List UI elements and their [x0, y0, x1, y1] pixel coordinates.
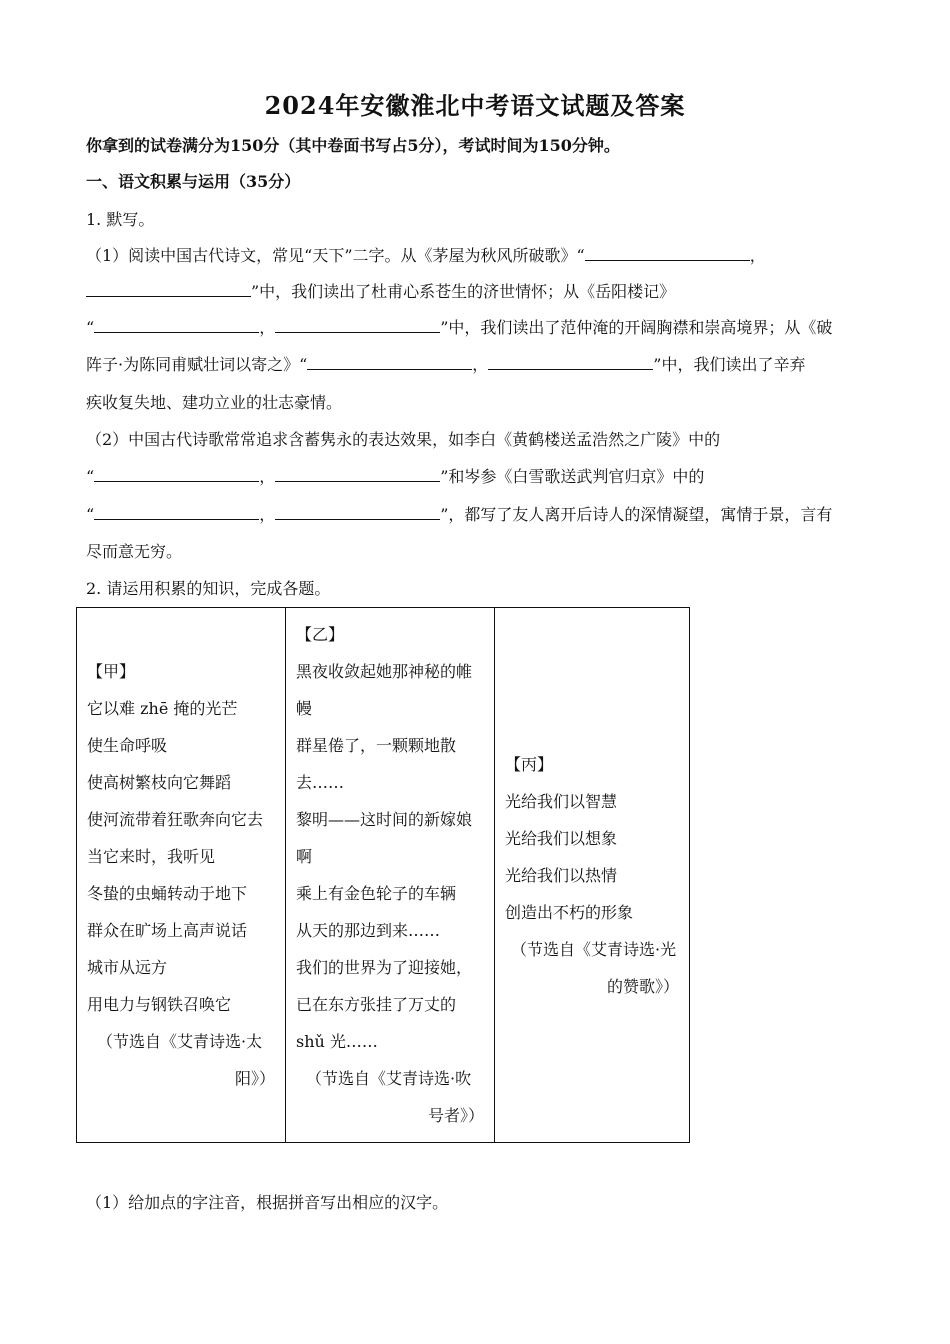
exam-intro: 你拿到的试卷满分为150分（其中卷面书写占5分），考试时间为150分钟。: [86, 136, 620, 155]
answer-blank[interactable]: [488, 355, 653, 370]
poem-line: 光给我们以热情: [505, 865, 618, 885]
poem-line: 光给我们以智慧: [505, 791, 618, 811]
answer-blank[interactable]: [585, 246, 750, 261]
q1-part2-text: ，: [259, 505, 276, 524]
poem-line: 我们的世界为了迎接她，: [296, 958, 473, 977]
poem-line: 使生命呼吸: [87, 736, 168, 755]
q1-part1-text: ，: [259, 318, 276, 337]
poem-yi-source-end: 号者》）: [427, 1106, 484, 1125]
poem-line: 光给我们以想象: [505, 828, 618, 848]
answer-blank[interactable]: [275, 505, 440, 520]
question-1-label: 1. 默写。: [86, 210, 155, 229]
q1-part2-line1: （2）中国古代诗歌常常追求含蓄隽永的表达效果，如李白《黄鹤楼送孟浩然之广陵》中的: [86, 430, 721, 449]
q1-part2-line3: [86, 505, 832, 525]
poem-bing-source: （节选自《艾青诗选·光: [511, 939, 677, 959]
poem-table: [76, 607, 690, 1143]
answer-blank[interactable]: [275, 318, 440, 333]
poem-line: 幔: [296, 699, 313, 718]
answer-blank[interactable]: [86, 282, 251, 297]
poem-yi-cell: [286, 608, 495, 1143]
poem-line: 去……: [296, 773, 345, 792]
q1-part1-text: “: [86, 318, 95, 337]
q1-part1-line1: [86, 246, 766, 266]
poem-line: 黑夜收敛起她那神秘的帷: [296, 662, 473, 681]
q1-part1-line3: [86, 318, 832, 338]
q1-part1-text: 阵子·为陈同甫赋壮词以寄之》“: [86, 355, 308, 374]
q1-part2-text: ，: [259, 467, 276, 486]
poem-line: 城市从远方: [87, 958, 168, 977]
q1-part1-text: ”中，我们读出了辛弃: [653, 355, 806, 374]
answer-blank[interactable]: [94, 505, 259, 520]
poem-jia-source-end: 阳》）: [234, 1069, 275, 1088]
q1-part1-text: ”中，我们读出了范仲淹的开阔胸襟和崇高境界；从《破: [440, 318, 833, 337]
poem-bing-cell: [495, 608, 690, 1143]
poem-line: 黎明——这时间的新嫁娘: [296, 810, 473, 829]
poem-jia-heading: 【甲】: [87, 662, 136, 681]
answer-blank[interactable]: [307, 355, 472, 370]
q1-part1-text: ，: [749, 246, 766, 265]
poem-yi-source: （节选自《艾青诗选·吹: [306, 1069, 472, 1088]
poem-line: 当它来时，我听见: [87, 847, 216, 866]
poem-line: 啊: [296, 847, 313, 866]
poem-jia-cell: [77, 608, 286, 1143]
poem-line: 群众在旷场上高声说话: [87, 921, 248, 940]
section-heading: 一、语文积累与运用（35分）: [86, 172, 301, 191]
poem-bing-source-end: 的赞歌》）: [606, 976, 679, 996]
answer-blank[interactable]: [94, 318, 259, 333]
question-2-label: 2. 请运用积累的知识，完成各题。: [86, 579, 331, 598]
page-title: 2024年安徽淮北中考语文试题及答案: [264, 91, 686, 120]
q1-part1-line5: 疾收复失地、建功立业的壮志豪情。: [86, 393, 343, 412]
poem-line: 从天的那边到来……: [296, 921, 441, 940]
q1-part1-line4: [86, 355, 805, 375]
poem-line: 创造出不朽的形象: [505, 902, 634, 922]
q1-part1-text: （1）阅读中国古代诗文，常见“天下”二字。从《茅屋为秋风所破歌》“: [86, 246, 585, 265]
q1-part1-line2: [86, 282, 675, 302]
poem-line: 用电力与钢铁召唤它: [87, 995, 232, 1014]
q1-part2-text: “: [86, 505, 95, 524]
poem-bing-heading: 【丙】: [505, 754, 554, 774]
poem-line: shǔ 光……: [296, 1032, 378, 1051]
q2-subquestion-1: （1）给加点的字注音，根据拼音写出相应的汉字。: [86, 1193, 449, 1212]
poem-yi-heading: 【乙】: [296, 625, 345, 644]
q1-part2-text: ”，都写了友人离开后诗人的深情凝望，寓情于景，言有: [440, 505, 833, 524]
poem-line: 使河流带着狂歌奔向它去: [87, 810, 264, 829]
poem-line: 使高树繁枝向它舞蹈: [87, 773, 232, 792]
answer-blank[interactable]: [94, 467, 259, 482]
poem-line: 已在东方张挂了万丈的: [296, 995, 457, 1014]
q1-part1-text: ，: [472, 355, 489, 374]
poem-line: 冬蛰的虫蛹转动于地下: [87, 884, 248, 903]
q1-part2-text: “: [86, 467, 95, 486]
q1-part2-line2: [86, 467, 704, 487]
q1-part2-line4: 尽而意无穷。: [86, 542, 183, 561]
q1-part1-text: ”中，我们读出了杜甫心系苍生的济世情怀；从《岳阳楼记》: [251, 282, 676, 301]
poem-jia-source: （节选自《艾青诗选·太: [97, 1032, 263, 1051]
poem-line: 它以难 zhē 掩的光芒: [87, 699, 238, 718]
answer-blank[interactable]: [275, 467, 440, 482]
q1-part2-text: ”和岑参《白雪歌送武判官归京》中的: [440, 467, 705, 486]
poem-line: 群星倦了，一颗颗地散: [296, 736, 457, 755]
poem-line: 乘上有金色轮子的车辆: [296, 884, 457, 903]
